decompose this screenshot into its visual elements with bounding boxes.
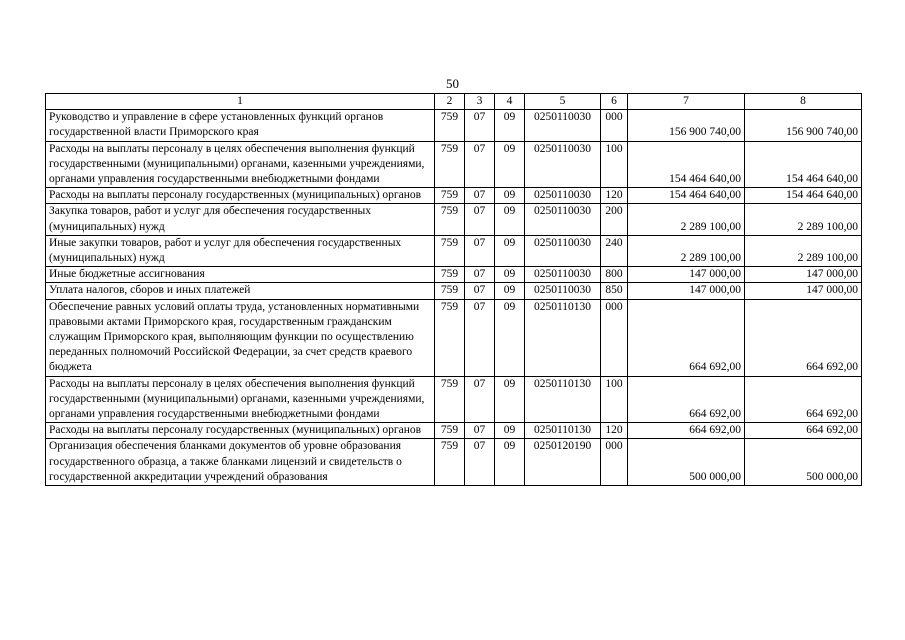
ministry-code-cell: 759 bbox=[435, 141, 465, 188]
table-row bbox=[46, 141, 862, 188]
target-article-cell: 0250110030 bbox=[525, 283, 601, 299]
column-header: 8 bbox=[745, 94, 862, 110]
subsection-code-cell: 09 bbox=[495, 299, 525, 376]
column-header: 3 bbox=[465, 94, 495, 110]
target-article-cell: 0250110030 bbox=[525, 267, 601, 283]
amount-cell: 147 000,00 bbox=[628, 267, 745, 283]
subsection-code-cell: 09 bbox=[495, 141, 525, 188]
expense-name-cell: Иные закупки товаров, работ и услуг для обеспечения государственных (муниципальных) нужд bbox=[46, 235, 435, 266]
amount-cell: 156 900 740,00 bbox=[628, 110, 745, 141]
section-code-cell: 07 bbox=[465, 141, 495, 188]
section-code-cell: 07 bbox=[465, 376, 495, 423]
amount-cell: 147 000,00 bbox=[745, 267, 862, 283]
table-row bbox=[46, 283, 862, 299]
amount-cell: 156 900 740,00 bbox=[745, 110, 862, 141]
section-code-cell: 07 bbox=[465, 110, 495, 141]
table-row bbox=[46, 188, 862, 204]
amount-cell: 664 692,00 bbox=[745, 376, 862, 423]
column-header: 5 bbox=[525, 94, 601, 110]
section-code-cell: 07 bbox=[465, 439, 495, 486]
section-code-cell: 07 bbox=[465, 267, 495, 283]
amount-cell: 664 692,00 bbox=[628, 376, 745, 423]
amount-cell: 664 692,00 bbox=[628, 423, 745, 439]
table-row bbox=[46, 204, 862, 235]
subsection-code-cell: 09 bbox=[495, 423, 525, 439]
amount-cell: 664 692,00 bbox=[745, 299, 862, 376]
column-header: 1 bbox=[46, 94, 435, 110]
amount-cell: 154 464 640,00 bbox=[745, 141, 862, 188]
target-article-cell: 0250110130 bbox=[525, 299, 601, 376]
expense-name-cell: Расходы на выплаты персоналу государственных (муниципальных) органов bbox=[46, 188, 435, 204]
target-article-cell: 0250120190 bbox=[525, 439, 601, 486]
amount-cell: 664 692,00 bbox=[745, 423, 862, 439]
table-row bbox=[46, 235, 862, 266]
table-row bbox=[46, 299, 862, 376]
target-article-cell: 0250110030 bbox=[525, 141, 601, 188]
target-article-cell: 0250110130 bbox=[525, 423, 601, 439]
budget-table bbox=[45, 93, 862, 486]
table-row bbox=[46, 439, 862, 486]
ministry-code-cell: 759 bbox=[435, 188, 465, 204]
column-header: 4 bbox=[495, 94, 525, 110]
expense-name-cell: Расходы на выплаты персоналу в целях обеспечения выполнения функций государственными (муниципальными) органами, казенными учреждениями, органами управления государственными внебюджетными фондами bbox=[46, 376, 435, 423]
ministry-code-cell: 759 bbox=[435, 423, 465, 439]
table-row bbox=[46, 267, 862, 283]
target-article-cell: 0250110130 bbox=[525, 376, 601, 423]
amount-cell: 500 000,00 bbox=[628, 439, 745, 486]
amount-cell: 2 289 100,00 bbox=[745, 204, 862, 235]
section-code-cell: 07 bbox=[465, 423, 495, 439]
section-code-cell: 07 bbox=[465, 283, 495, 299]
amount-cell: 664 692,00 bbox=[628, 299, 745, 376]
expense-name-cell: Обеспечение равных условий оплаты труда, установленных нормативными правовыми актами Приморского края, государственным гражданским служащим Приморского края, выполняющим функции по осуществлению переданных полномочий Российской Федерации, за счет средств краевого бюджета bbox=[46, 299, 435, 376]
amount-cell: 500 000,00 bbox=[745, 439, 862, 486]
amount-cell: 2 289 100,00 bbox=[628, 235, 745, 266]
expense-type-cell: 000 bbox=[601, 110, 628, 141]
expense-name-cell: Организация обеспечения бланками документов об уровне образования государственного образца, а также бланками лицензий и свидетельств о государственной аккредитации учреждений образования bbox=[46, 439, 435, 486]
target-article-cell: 0250110030 bbox=[525, 204, 601, 235]
subsection-code-cell: 09 bbox=[495, 110, 525, 141]
expense-type-cell: 100 bbox=[601, 376, 628, 423]
expense-type-cell: 200 bbox=[601, 204, 628, 235]
subsection-code-cell: 09 bbox=[495, 283, 525, 299]
section-code-cell: 07 bbox=[465, 188, 495, 204]
expense-type-cell: 240 bbox=[601, 235, 628, 266]
amount-cell: 154 464 640,00 bbox=[745, 188, 862, 204]
ministry-code-cell: 759 bbox=[435, 376, 465, 423]
section-code-cell: 07 bbox=[465, 235, 495, 266]
table-row bbox=[46, 423, 862, 439]
subsection-code-cell: 09 bbox=[495, 204, 525, 235]
expense-name-cell: Уплата налогов, сборов и иных платежей bbox=[46, 283, 435, 299]
amount-cell: 2 289 100,00 bbox=[628, 204, 745, 235]
amount-cell: 147 000,00 bbox=[628, 283, 745, 299]
ministry-code-cell: 759 bbox=[435, 267, 465, 283]
amount-cell: 154 464 640,00 bbox=[628, 188, 745, 204]
subsection-code-cell: 09 bbox=[495, 235, 525, 266]
target-article-cell: 0250110030 bbox=[525, 188, 601, 204]
target-article-cell: 0250110030 bbox=[525, 110, 601, 141]
amount-cell: 2 289 100,00 bbox=[745, 235, 862, 266]
header-row bbox=[46, 94, 862, 110]
column-header: 6 bbox=[601, 94, 628, 110]
expense-name-cell: Закупка товаров, работ и услуг для обеспечения государственных (муниципальных) нужд bbox=[46, 204, 435, 235]
expense-name-cell: Иные бюджетные ассигнования bbox=[46, 267, 435, 283]
expense-type-cell: 000 bbox=[601, 439, 628, 486]
expense-type-cell: 120 bbox=[601, 423, 628, 439]
ministry-code-cell: 759 bbox=[435, 204, 465, 235]
subsection-code-cell: 09 bbox=[495, 376, 525, 423]
expense-type-cell: 100 bbox=[601, 141, 628, 188]
section-code-cell: 07 bbox=[465, 299, 495, 376]
expense-type-cell: 800 bbox=[601, 267, 628, 283]
subsection-code-cell: 09 bbox=[495, 188, 525, 204]
amount-cell: 147 000,00 bbox=[745, 283, 862, 299]
ministry-code-cell: 759 bbox=[435, 235, 465, 266]
expense-name-cell: Расходы на выплаты персоналу в целях обеспечения выполнения функций государственными (муниципальными) органами, казенными учреждениями, органами управления государственными внебюджетными фондами bbox=[46, 141, 435, 188]
expense-type-cell: 850 bbox=[601, 283, 628, 299]
subsection-code-cell: 09 bbox=[495, 439, 525, 486]
subsection-code-cell: 09 bbox=[495, 267, 525, 283]
column-header: 2 bbox=[435, 94, 465, 110]
expense-type-cell: 000 bbox=[601, 299, 628, 376]
amount-cell: 154 464 640,00 bbox=[628, 141, 745, 188]
target-article-cell: 0250110030 bbox=[525, 235, 601, 266]
section-code-cell: 07 bbox=[465, 204, 495, 235]
ministry-code-cell: 759 bbox=[435, 439, 465, 486]
table-row bbox=[46, 110, 862, 141]
table-row bbox=[46, 376, 862, 423]
column-header: 7 bbox=[628, 94, 745, 110]
ministry-code-cell: 759 bbox=[435, 299, 465, 376]
expense-name-cell: Расходы на выплаты персоналу государственных (муниципальных) органов bbox=[46, 423, 435, 439]
expense-type-cell: 120 bbox=[601, 188, 628, 204]
expense-name-cell: Руководство и управление в сфере установленных функций органов государственной власти Приморского края bbox=[46, 110, 435, 141]
page-number: 50 bbox=[446, 76, 459, 91]
ministry-code-cell: 759 bbox=[435, 283, 465, 299]
ministry-code-cell: 759 bbox=[435, 110, 465, 141]
